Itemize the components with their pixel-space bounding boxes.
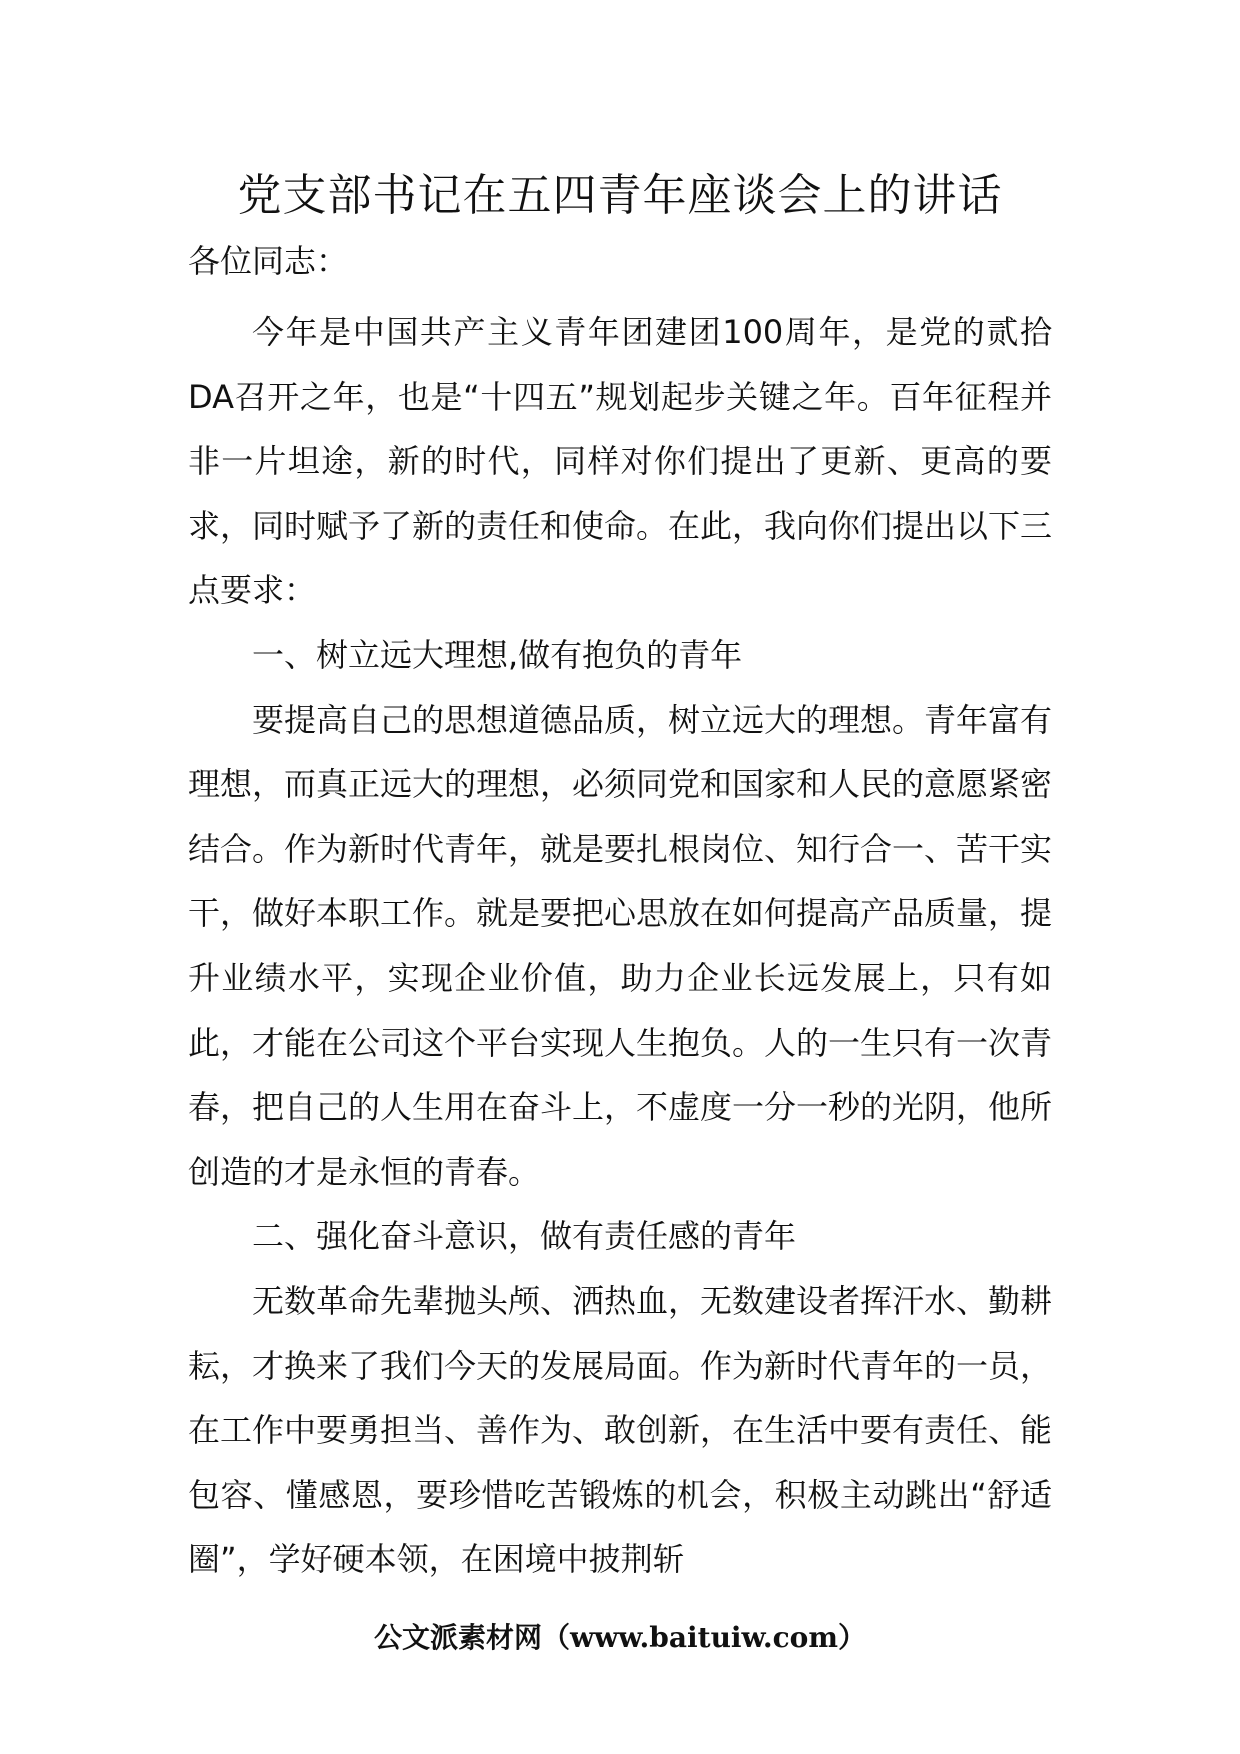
intro-paragraph: 今年是中国共产主义青年团建团100周年，是党的贰拾DA召开之年，也是“十四五”规划起步关键之年。百年征程并非一片坦途，新的时代，同样对你们提出了更新、更高的要求，同时赋予了新的责任和使命。在此，我向你们提出以下三点要求： — [188, 313, 1053, 610]
document-body — [188, 300, 1052, 1592]
footer-watermark: 公文派素材网（www.baituiw.com） — [374, 1621, 866, 1654]
section-paragraph-2: 无数革命先辈抛头颅、洒热血，无数建设者挥汗水、勤耕耘，才换来了我们今天的发展局面。作为新时代青年的一员，在工作中要勇担当、善作为、敢创新，在生活中要有责任、能包容、懂感恩，要珍惜吃苦锻炼的机会，积极主动跳出“舒适圈”，学好硬本领，在困境中披荆斩 — [188, 1281, 1053, 1579]
section-heading-1: 一、树立远大理想,做有抱负的青年 — [252, 635, 743, 674]
salutation: 各位同志： — [188, 242, 349, 280]
section-paragraph-1: 要提高自己的思想道德品质，树立远大的理想。青年富有理想，而真正远大的理想，必须同党和国家和人民的意愿紧密结合。作为新时代青年，就是要扎根岗位、知行合一、苦干实干，做好本职工作。就是要把心思放在如何提高产品质量，提升业绩水平，实现企业价值，助力企业长远发展上，只有如此，才能在公司这个平台实现人生抱负。人的一生只有一次青春，把自己的人生用在奋斗上，不虚度一分一秒的光阴，他所创造的才是永恒的青春。 — [188, 700, 1053, 1191]
section-heading-2: 二、强化奋斗意识，做有责任感的青年 — [252, 1217, 797, 1256]
document-title: 党支部书记在五四青年座谈会上的讲话 — [237, 170, 1003, 221]
